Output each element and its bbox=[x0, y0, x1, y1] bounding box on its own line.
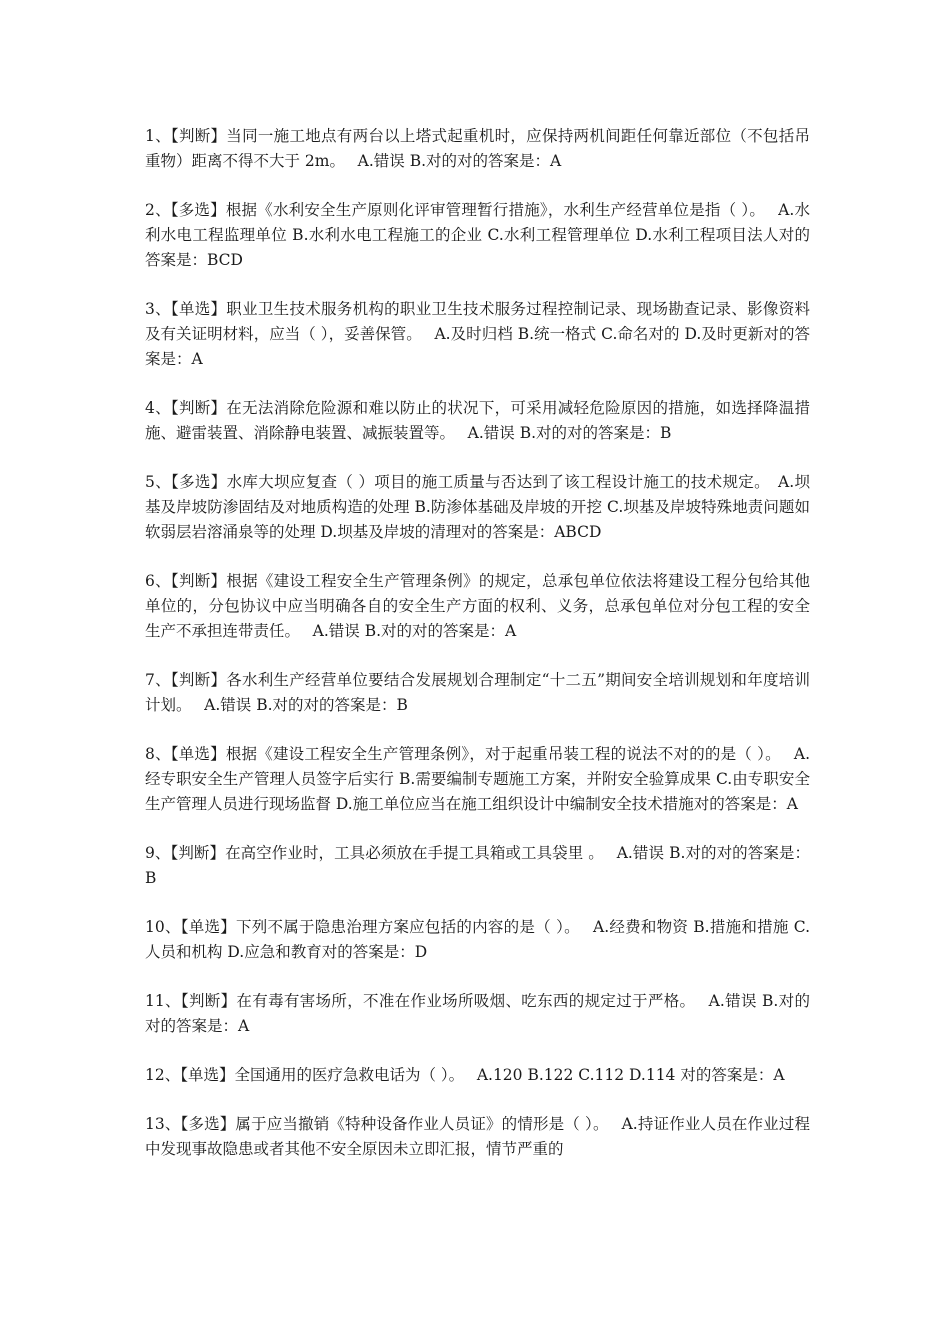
question-5: 5、【多选】水库大坝应复查（ ）项目的施工质量与否达到了该工程设计施工的技术规定。 A.坝基及岸坡防渗固结及对地质构造的处理 B.防渗体基础及岸坡的开挖 C.坝基及岸坡特殊地责问题如软弱层岩溶涌泉等的处理 D.坝基及岸坡的清理对的答案是：ABCD bbox=[145, 473, 810, 541]
question-3: 3、【单选】职业卫生技术服务机构的职业卫生技术服务过程控制记录、现场勘查记录、影像资料及有关证明材料，应当（ ），妥善保管。 A.及时归档 B.统一格式 C.命名对的 D.及时更新对的答案是：A bbox=[145, 300, 810, 368]
question-13: 13、【多选】属于应当撤销《特种设备作业人员证》的情形是（ ）。 A.持证作业人员在作业过程中发现事故隐患或者其他不安全原因未立即汇报，情节严重的 bbox=[145, 1115, 810, 1158]
question-7: 7、【判断】各水利生产经营单位要结合发展规划合理制定“十二五”期间安全培训规划和年度培训计划。 A.错误 B.对的对的答案是：B bbox=[145, 671, 810, 714]
question-2: 2、【多选】根据《水利安全生产原则化评审管理暂行措施》，水利生产经营单位是指（ ）。 A.水利水电工程监理单位 B.水利水电工程施工的企业 C.水利工程管理单位 D.水利工程项目法人对的答案是：BCD bbox=[145, 201, 810, 269]
question-1: 1、【判断】当同一施工地点有两台以上塔式起重机时，应保持两机间距任何靠近部位（不包括吊重物）距离不得不大于 2m。 A.错误 B.对的对的答案是：A bbox=[145, 127, 810, 170]
question-8: 8、【单选】根据《建设工程安全生产管理条例》，对于起重吊装工程的说法不对的的是（ ）。 A.经专职安全生产管理人员签字后实行 B.需要编制专题施工方案，并附安全验算成果 C.由专职安全生产管理人员进行现场监督 D.施工单位应当在施工组织设计中编制安全技术措施对的答案是：A bbox=[145, 745, 810, 813]
question-9: 9、【判断】在高空作业时，工具必须放在手提工具箱或工具袋里 。 A.错误 B.对的对的答案是：B bbox=[145, 844, 810, 887]
question-6: 6、【判断】根据《建设工程安全生产管理条例》的规定，总承包单位依法将建设工程分包给其他单位的，分包协议中应当明确各自的安全生产方面的权利、义务，总承包单位对分包工程的安全生产不承担连带责任。 A.错误 B.对的对的答案是：A bbox=[145, 572, 810, 640]
question-list bbox=[145, 124, 810, 1186]
question-11: 11、【判断】在有毒有害场所，不准在作业场所吸烟、吃东西的规定过于严格。 A.错误 B.对的对的答案是：A bbox=[145, 992, 810, 1035]
question-12: 12、【单选】全国通用的医疗急救电话为（ ）。 A.120 B.122 C.112 D.114 对的答案是：A bbox=[145, 1066, 785, 1084]
question-4: 4、【判断】在无法消除危险源和难以防止的状况下，可采用减轻危险原因的措施，如选择降温措施、避雷装置、消除静电装置、减振装置等。 A.错误 B.对的对的答案是：B bbox=[145, 399, 810, 442]
question-10: 10、【单选】下列不属于隐患治理方案应包括的内容的是（ ）。 A.经费和物资 B.措施和措施 C.人员和机构 D.应急和教育对的答案是：D bbox=[145, 918, 810, 961]
